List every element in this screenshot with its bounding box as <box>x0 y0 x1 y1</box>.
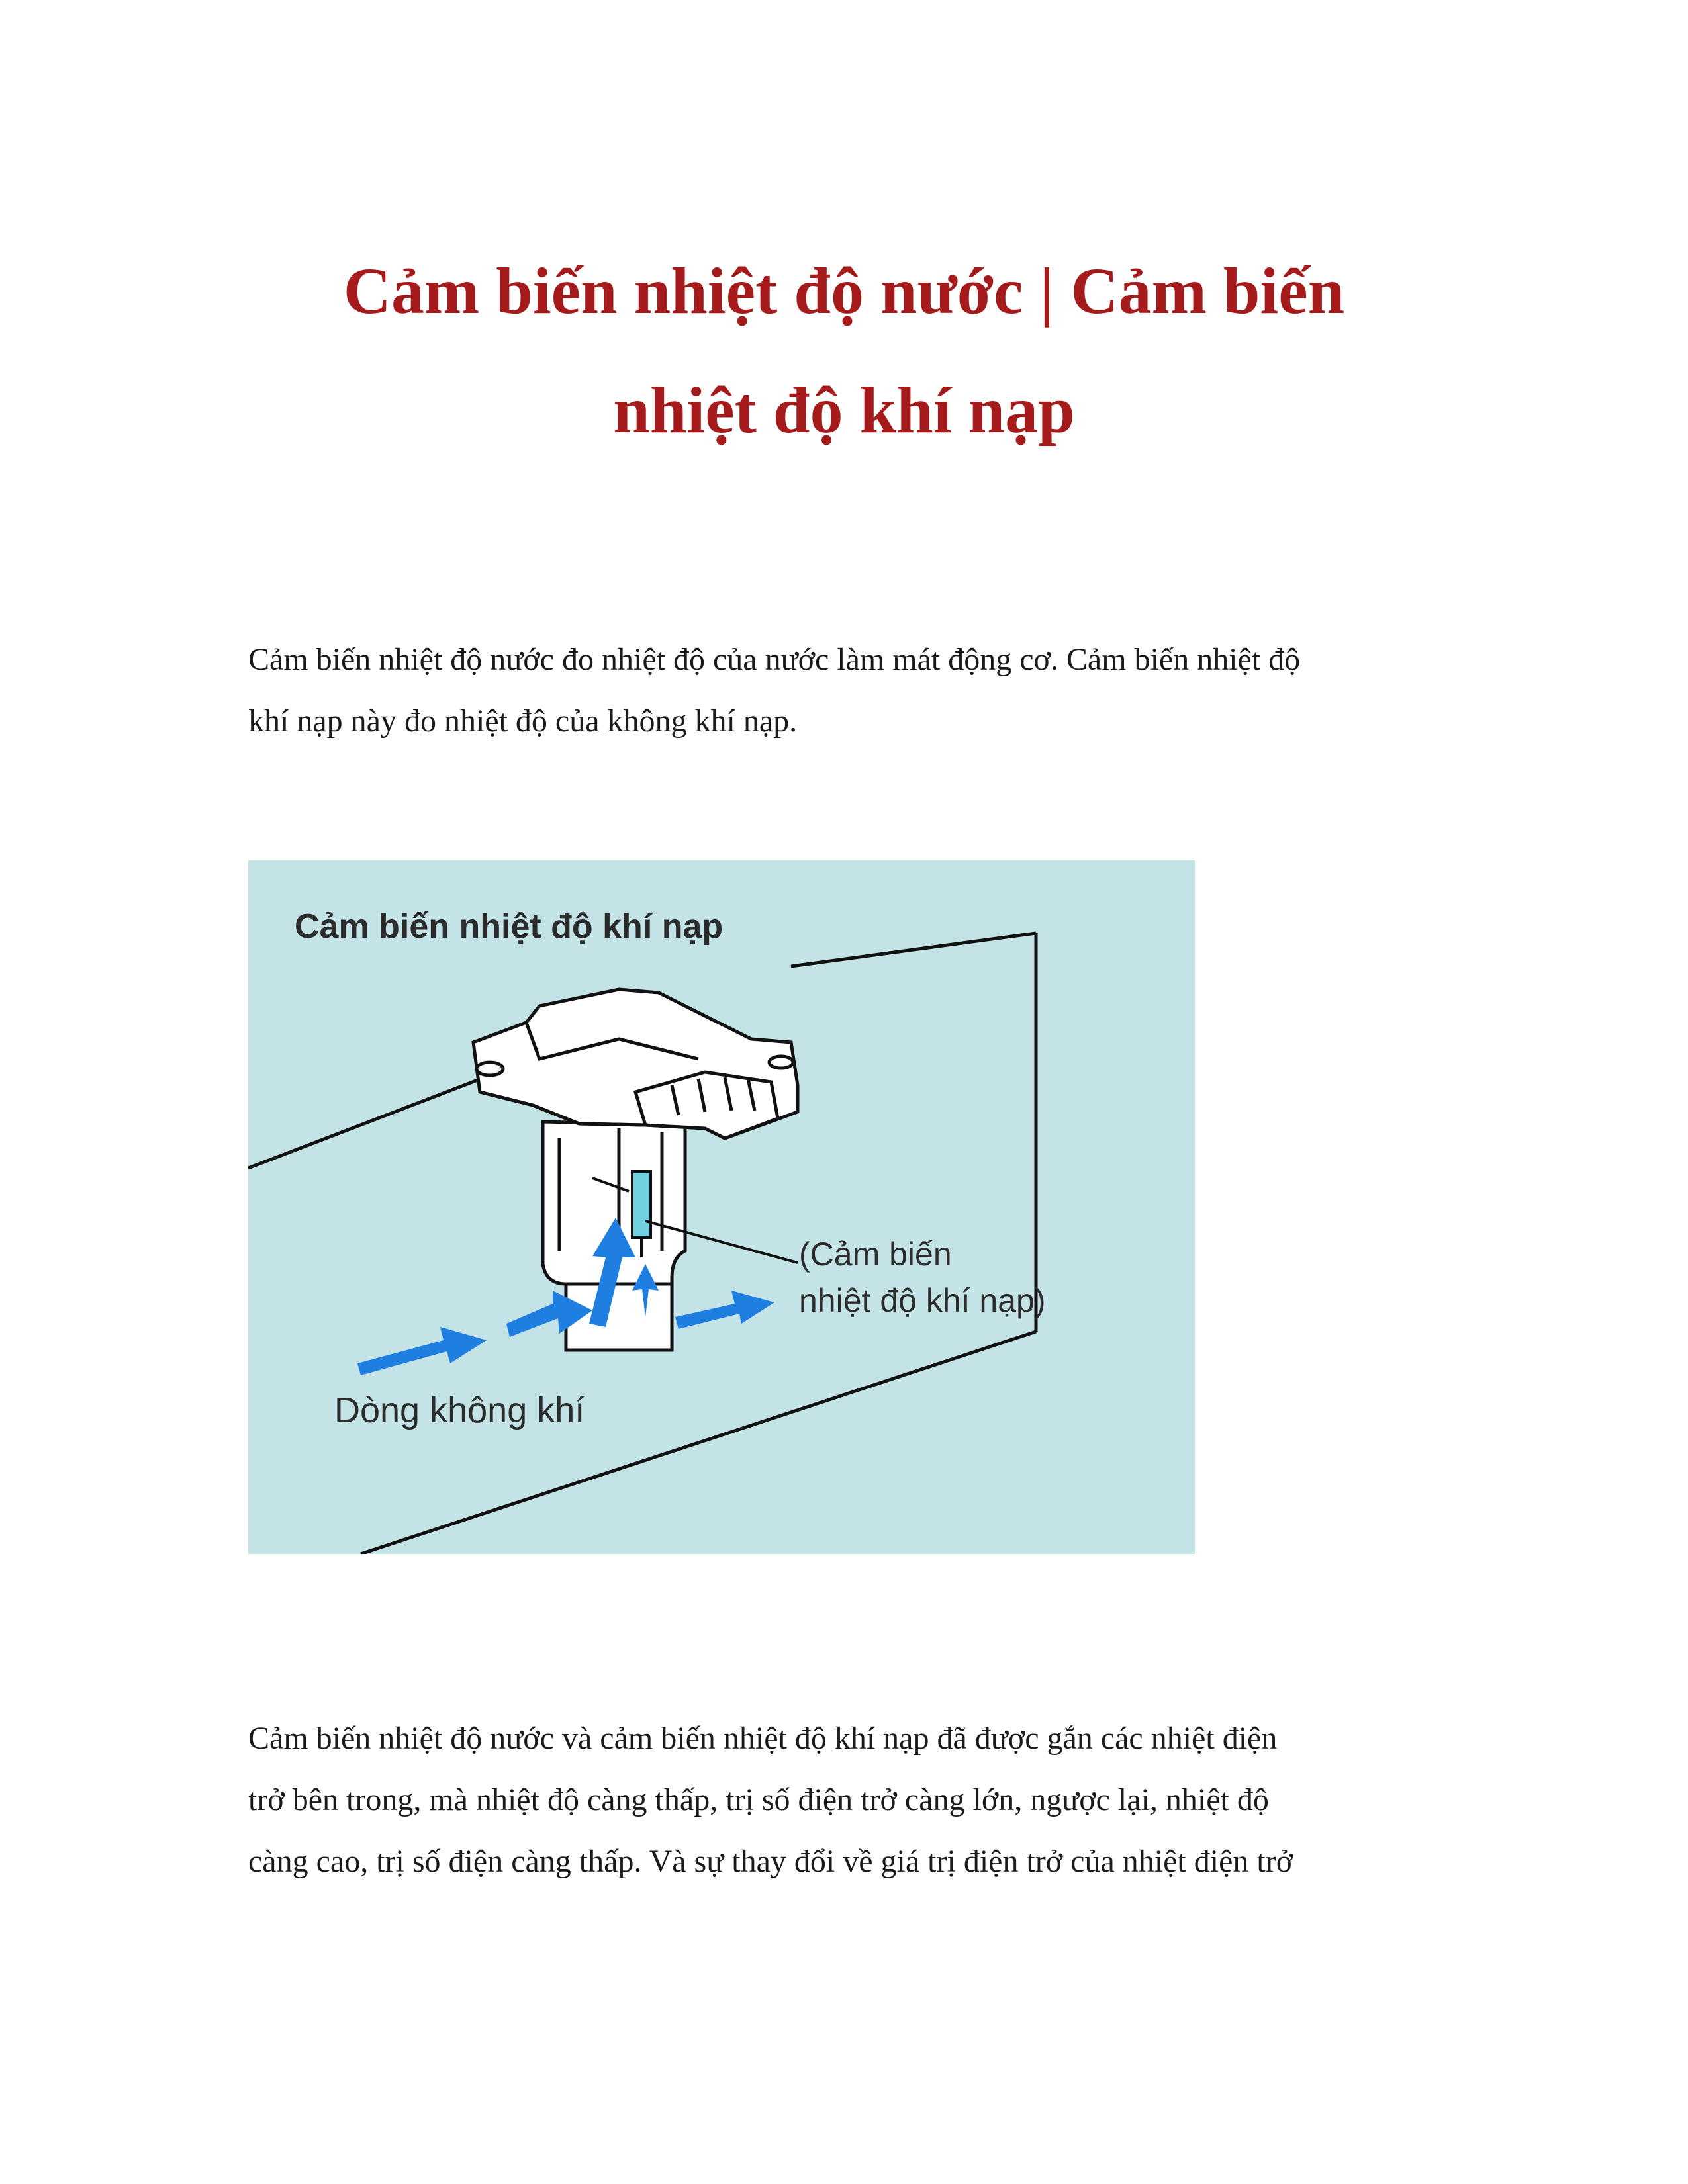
sensor-callout-label <box>799 1231 1046 1324</box>
sensor-housing <box>473 989 798 1138</box>
document-title <box>0 232 1688 470</box>
title-line-1: Cảm biến nhiệt độ nước | Cảm biến <box>343 254 1345 328</box>
intro-line-2: khí nạp này đo nhiệt độ của không khí nạp. <box>248 704 798 739</box>
intake-air-temperature-sensor-figure <box>248 860 1195 1554</box>
body-line-1: Cảm biến nhiệt độ nước và cảm biến nhiệt độ khí nạp đã được gắn các nhiệt điện <box>248 1721 1278 1756</box>
sensor-illustration <box>248 860 1195 1554</box>
callout-line-2: nhiệt độ khí nạp) <box>799 1282 1046 1319</box>
figure-title: Cảm biến nhiệt độ khí nạp <box>295 907 724 946</box>
intro-paragraph <box>248 629 1453 752</box>
duct-bottom-line <box>361 1332 1036 1554</box>
body-line-2: trở bên trong, mà nhiệt độ càng thấp, trị số điện trở càng lớn, ngược lại, nhiệt độ <box>248 1782 1269 1817</box>
callout-line-1: (Cảm biến <box>799 1236 952 1273</box>
intro-line-1: Cảm biến nhiệt độ nước đo nhiệt độ của nước làm mát động cơ. Cảm biến nhiệt độ <box>248 642 1301 677</box>
duct-top-line-right <box>791 933 1036 966</box>
body-line-3: càng cao, trị số điện càng thấp. Và sự thay đổi về giá trị điện trở của nhiệt điện trở <box>248 1844 1293 1879</box>
body-paragraph <box>248 1707 1453 1892</box>
title-line-2: nhiệt độ khí nạp <box>613 373 1075 447</box>
airflow-arrow-left <box>357 1327 487 1375</box>
airflow-arrow-right <box>675 1291 774 1329</box>
airflow-label: Dòng không khí <box>334 1390 585 1430</box>
